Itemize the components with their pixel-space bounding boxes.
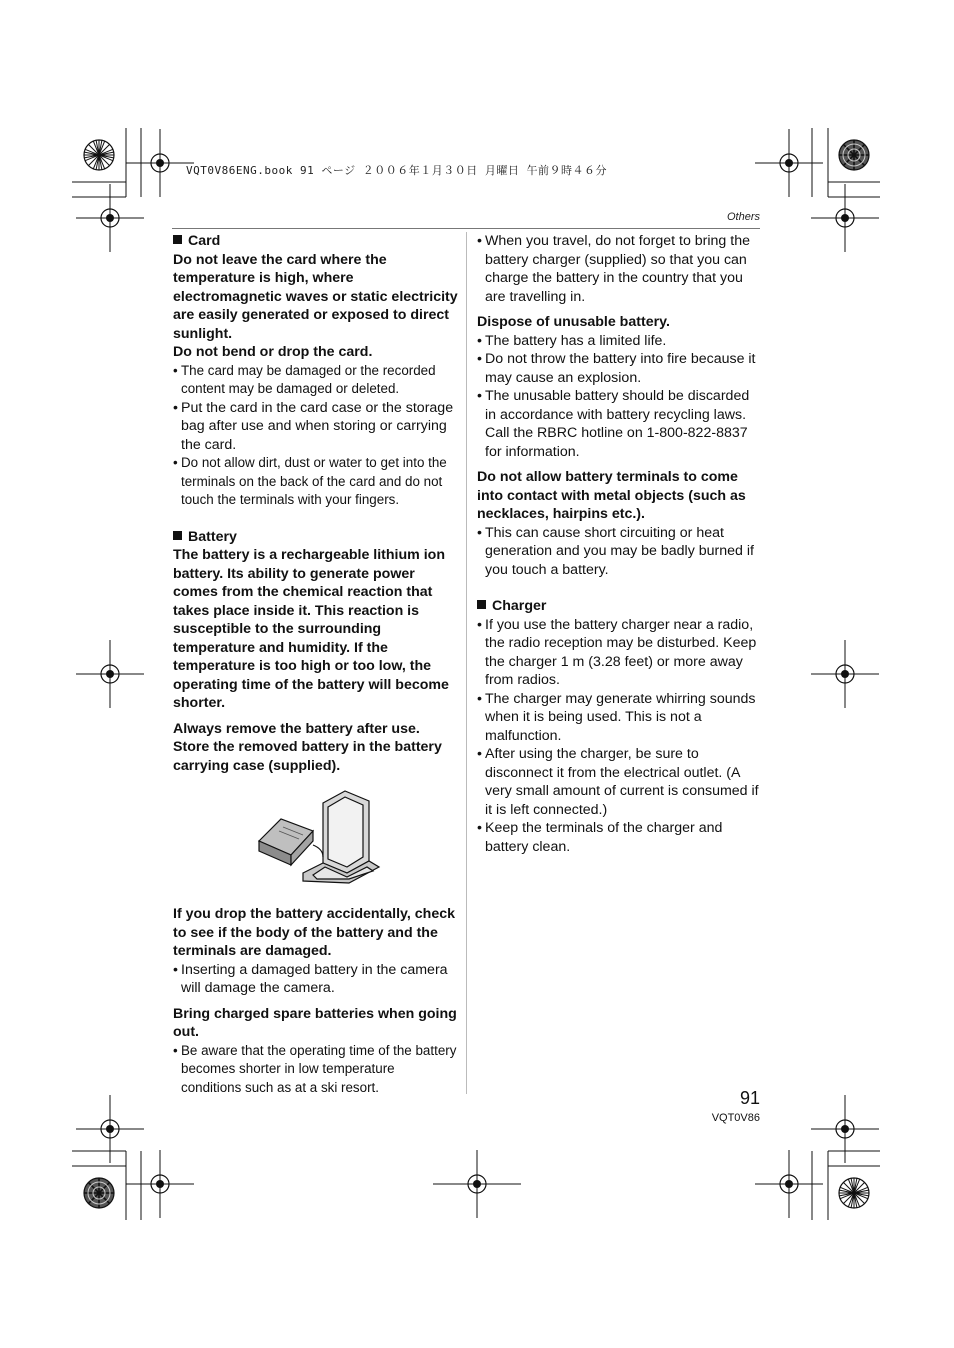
card-warning-bend: Do not bend or drop the card. (173, 344, 373, 360)
charger-heading: Charger (477, 597, 762, 616)
battery-terminals-list (477, 524, 762, 580)
battery-terminals-warning: Do not allow battery terminals to come into contact with metal objects (such as necklaces, hairpins etc.). (477, 469, 746, 522)
card-bullet-list (173, 362, 458, 510)
battery-spare-note: Bring charged spare batteries when going out. (173, 1005, 457, 1040)
list-item: • The unusable battery should be discarded in accordance with battery recycling laws. Call the RBRC hotline on 1-800-822-8837 for information. (477, 387, 762, 461)
battery-travel-list (477, 232, 762, 306)
list-item: • When you travel, do not forget to bring the battery charger (supplied) so that you can charge the battery in the country that you are travelling in. (477, 232, 762, 306)
battery-dispose-list (477, 332, 762, 462)
square-bullet-icon (477, 600, 486, 609)
list-item: • Keep the terminals of the charger and battery clean. (477, 819, 762, 856)
card-warning: Do not leave the card where the temperature is high, where electromagnetic waves or static electricity are easily generated or exposed to direct sunlight. (173, 251, 458, 342)
charger-list (477, 616, 762, 857)
battery-intro: The battery is a rechargeable lithium ion battery. Its ability to generate power comes from the chemical reaction that takes place inside it. This reaction is susceptible to the surrounding temperature and humidity. If the temperature is too high or too low, the operating time of the battery will become shorter. (173, 547, 449, 711)
list-item: • This can cause short circuiting or heat generation and you may be badly burned if you touch a battery. (477, 524, 762, 580)
list-item: • Do not throw the battery into fire because it may cause an explosion. (477, 350, 762, 387)
battery-heading: Battery (173, 528, 458, 547)
page-number: 91 (739, 1088, 760, 1108)
battery-case-illustration (173, 783, 458, 901)
left-column (173, 232, 458, 1097)
list-item: • If you use the battery charger near a radio, the radio reception may be disturbed. Keep the charger 1 m (3.28 feet) or more away from radios. (477, 616, 762, 690)
list-item: • The battery has a limited life. (477, 332, 762, 351)
battery-spare-list (173, 1042, 458, 1098)
list-item: • Be aware that the operating time of the battery becomes shorter in low temperature conditions such as at a ski resort. (173, 1042, 458, 1098)
list-item: • After using the charger, be sure to disconnect it from the electrical outlet. (A very small amount of current is consumed if it is left connected.) (477, 745, 762, 819)
list-item: • Inserting a damaged battery in the camera will damage the camera. (173, 961, 458, 998)
square-bullet-icon (173, 531, 182, 540)
battery-drop-list (173, 961, 458, 998)
battery-remove-note: Always remove the battery after use. Store the removed battery in the battery carrying case (supplied). (173, 720, 442, 774)
battery-dispose-heading: Dispose of unusable battery. (477, 314, 670, 330)
right-column (477, 232, 762, 856)
header-rule (172, 228, 760, 229)
model-code: VQT0V86 (711, 1112, 760, 1124)
card-heading: Card (173, 232, 458, 251)
square-bullet-icon (173, 235, 182, 244)
list-item: • The charger may generate whirring sounds when it is being used. This is not a malfunction. (477, 690, 762, 746)
list-item: • Do not allow dirt, dust or water to get into the terminals on the back of the card and do not touch the terminals with your fingers. (173, 454, 458, 510)
battery-drop-note: If you drop the battery accidentally, check to see if the body of the battery and the terminals are damaged. (173, 906, 455, 959)
section-label: Others (726, 211, 760, 223)
book-imprint-line: VQT0V86ENG.book 91 ページ ２００６年１月３０日 月曜日 午前９時４６分 (186, 164, 607, 177)
list-item: • Put the card in the card case or the storage bag after use and when storing or carrying the card. (173, 399, 458, 455)
column-divider (466, 232, 467, 1094)
list-item: • The card may be damaged or the recorded content may be damaged or deleted. (173, 362, 458, 399)
